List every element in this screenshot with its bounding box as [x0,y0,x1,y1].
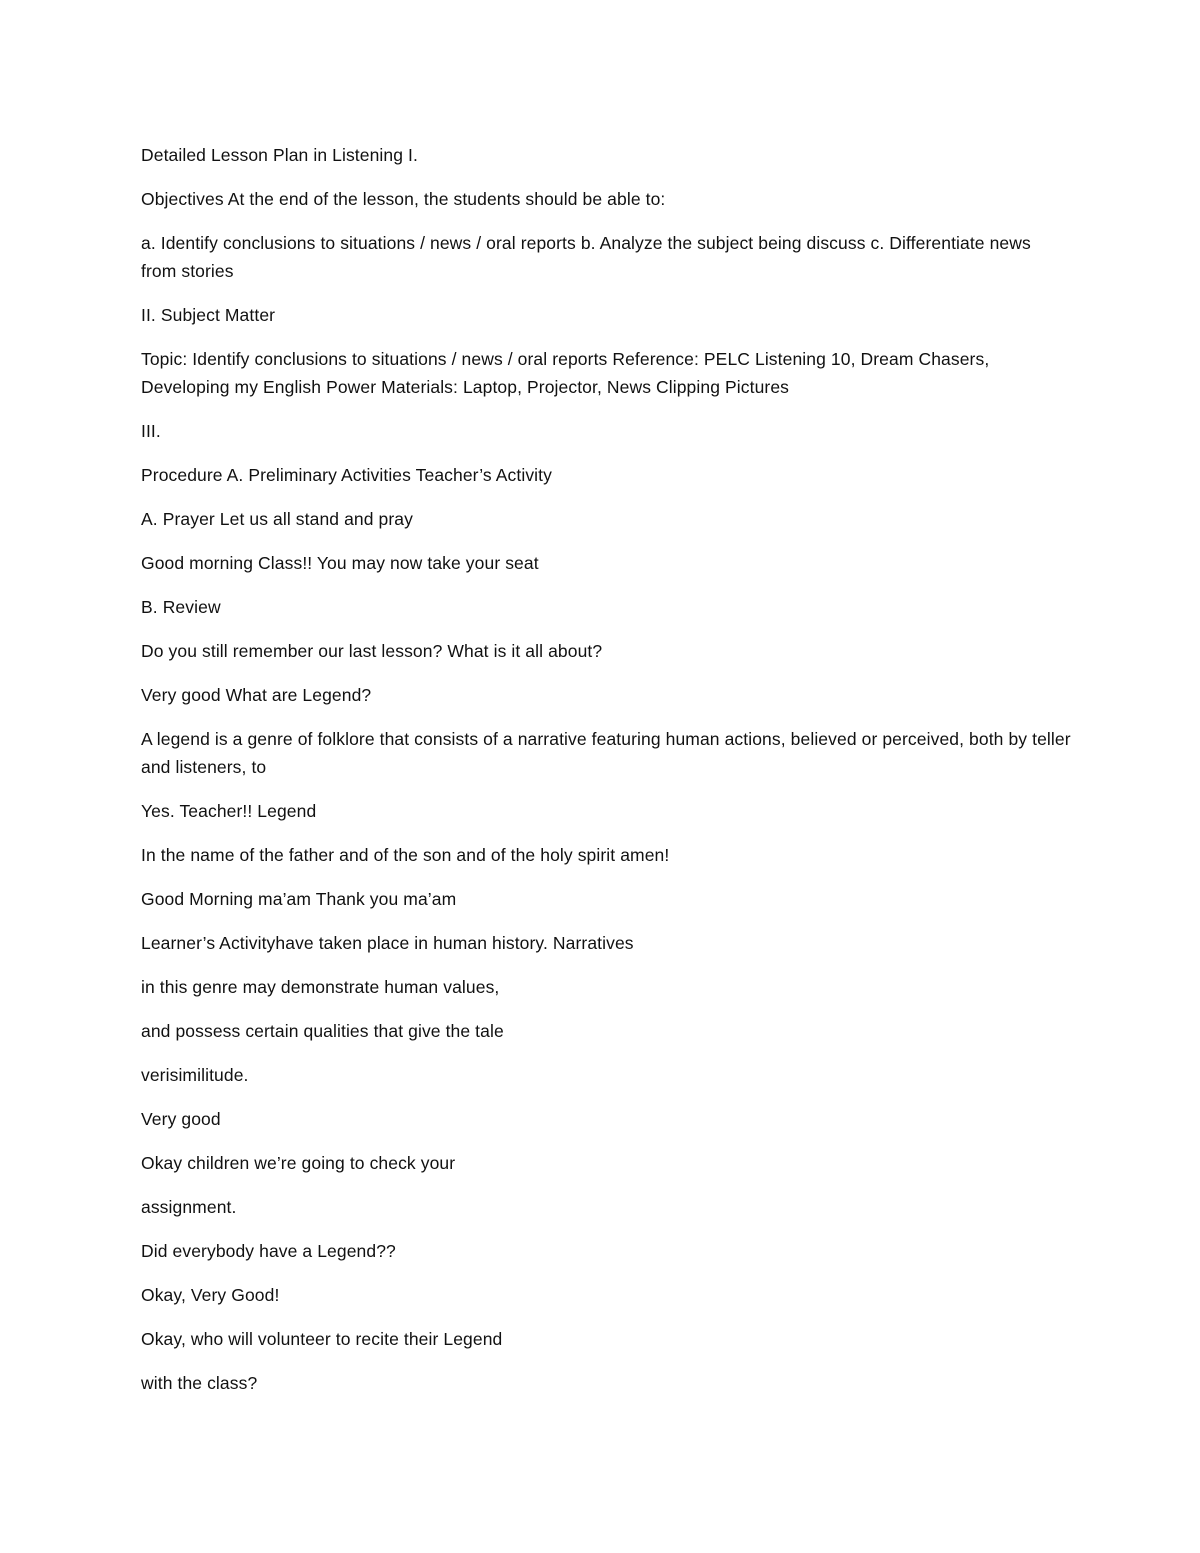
student-greeting: Good Morning ma’am Thank you ma’am [141,889,457,909]
with-class-line: with the class? [141,1373,258,1393]
greeting-line: Good morning Class!! You may now take your seat [141,553,539,573]
document-body [141,141,1071,1413]
everybody-legend-line: Did everybody have a Legend?? [141,1241,396,1261]
verisimilitude-line: verisimilitude. [141,1065,249,1085]
doc-title: Detailed Lesson Plan in Listening I. [141,145,418,165]
very-good-line: Very good [141,1109,221,1129]
learner-activity-line: Learner’s Activityhave taken place in human history. Narratives [141,933,634,953]
volunteer-line: Okay, who will volunteer to recite their Legend [141,1329,503,1349]
genre-line: in this genre may demonstrate human values, [141,977,500,997]
qualities-line: and possess certain qualities that give the tale [141,1021,504,1041]
student-answer: Yes. Teacher!! Legend [141,801,317,821]
student-prayer: In the name of the father and of the son and of the holy spirit amen! [141,845,670,865]
subject-matter-heading: II. Subject Matter [141,305,276,325]
review-heading: B. Review [141,597,221,617]
section-three-heading: III. [141,421,161,441]
objectives-list: a. Identify conclusions to situations / news / oral reports b. Analyze the subject being discuss c. Differentiate news from stories [141,233,1031,281]
check-assignment-line: Okay children we’re going to check your [141,1153,456,1173]
okay-very-good-line: Okay, Very Good! [141,1285,280,1305]
assignment-line: assignment. [141,1197,237,1217]
objectives-heading: Objectives At the end of the lesson, the students should be able to: [141,189,666,209]
legend-question: Very good What are Legend? [141,685,372,705]
topic-paragraph: Topic: Identify conclusions to situations / news / oral reports Reference: PELC Listening 10, Dream Chasers, Developing my English Power Materials: Laptop, Projector, News Clipping Pictures [141,349,990,397]
legend-definition: A legend is a genre of folklore that consists of a narrative featuring human actions, believed or perceived, both by teller and listeners, to [141,729,1071,777]
review-question: Do you still remember our last lesson? What is it all about? [141,641,603,661]
prayer-line: A. Prayer Let us all stand and pray [141,509,413,529]
procedure-heading: Procedure A. Preliminary Activities Teacher’s Activity [141,465,552,485]
